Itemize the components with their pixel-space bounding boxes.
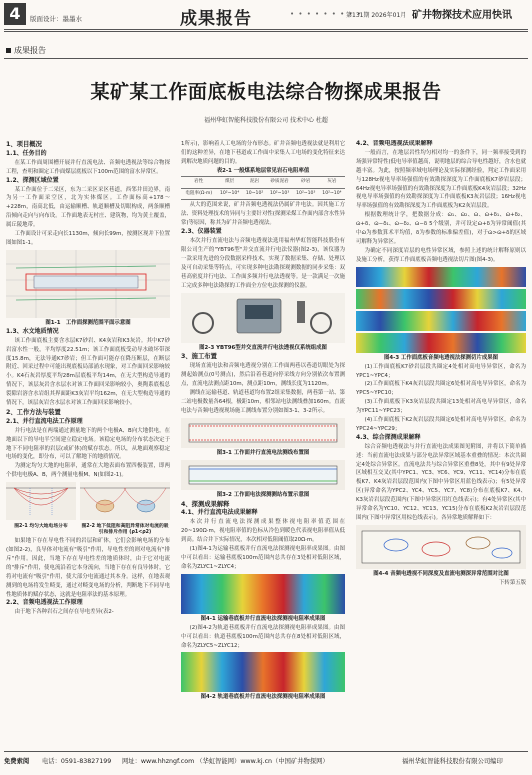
- paragraph: 工作面设计可采走向长1130m，倾向长99m，按测区现并下位置图如图1-1。: [6, 231, 170, 246]
- table-cell: 10²~10⁴: [319, 188, 345, 200]
- page-header: [0, 0, 532, 27]
- paragraph: 某工作面位于二采区，东为二采区采区巷道，西邻井田边界，南为另一工作面采空区，北为实体煤区。工作面标高+178～+228m，南高北低，由运输顺槽、轨道顺槽及切眼构成，两条顺槽沿倾向走向与向布设。工作面地表无村庄、建筑物，均为黄土覆盖，属丘陵地带。: [6, 186, 170, 229]
- footer-company: 福州华虹智能科技股份有限公司编印: [402, 758, 503, 765]
- table-cell: 10²~10³: [267, 188, 293, 200]
- table-cell: 10²~10³: [293, 188, 319, 200]
- paragraph: 在某工作面周围槽开展并行直流电法、音频电透视法等综合物探工程，查明和圈定工作面煤层底板以下100m范围的富水异常区。: [6, 159, 170, 175]
- header-dots: • • • • • • • • •: [290, 10, 362, 18]
- paragraph: 为测定均匀大地的电阻率，通常在大地表面布置四极装置，即两个供电电极A、B，两个测量电极M、N(如图2-1)。: [6, 463, 170, 479]
- paragraph: 一般而言，在地层岩性均匀相对均一的条件下，同一频率接受到的场强异常特性(低电导率值越高，说明地层的综合导电性越好，含水也就越丰富。为此，按照频率域电场理论及实际探测经验，判定工作面采用与128Hz视电导率场强值的有效勘探深度为工作面底板K7砂岩层段；64Hz视电导率场强值的有效勘探深度为工作面底板K4灰岩层段；32Hz视电导率场强值的有效勘探深度为工作面底板K3灰岩层段；16Hz视电导率场强值的有效勘探深度为工作面底板为K2灰岩层段。: [356, 149, 526, 210]
- mine-plan-drawing: [6, 250, 170, 318]
- figure-4-4-comparison: [356, 525, 526, 569]
- slice-16hz: [356, 333, 526, 353]
- figure-1-1-map: [6, 250, 170, 318]
- table-2-1-caption: 表2-1 一般煤系地层常见岩石电阻率值: [216, 167, 310, 174]
- page-number: 4: [4, 3, 26, 25]
- heading-result: 4、探测成果解释: [181, 500, 230, 508]
- table-row: [181, 188, 345, 200]
- paragraph: 从大的范围来说，矿井音频电透视法仍属矿井电法。因其施工方法、资料处理技术的异同与主要针对性(探测采煤工作面内部含水性异常)等原因，称其为矿井音频电透视法。: [181, 202, 345, 227]
- paragraph: (2)图4-2为轨道巷底板并行直流电法探测视电阻率成果图。由图中可以看出：轨道巷底板100m范围内总共存在8处相对低阻区域，命名为ZLYC5~ZLYC12；: [181, 624, 345, 649]
- figure-4-4-caption: 图4-4 音频电透视不同深度及直流电测深异常范围对比图: [373, 570, 509, 577]
- figure-3-2: [181, 460, 345, 490]
- column-brand: 成果报告: [180, 9, 252, 29]
- heading-method: 2、工作方法与装置: [6, 408, 61, 416]
- heading-task: 1.1、任务目的: [6, 149, 47, 157]
- figure-2-2-caption: 图2-2 地下低阻和高阻异常体对电流的吸引和排斥作用 (ρ1<ρ2): [81, 524, 169, 536]
- table-cell: 泥岩: [243, 176, 267, 188]
- heading-result-1: 4.1、并行直流电法成果解释: [181, 509, 258, 517]
- footer-website: 网址：www.hhzngf.com （华虹智能网）www.kj.cn（中国矿井物探网）: [122, 758, 329, 765]
- table-cell: 煤层: [216, 176, 242, 188]
- figure-2-1-caption: 图2-1 均匀大地电场分布: [14, 524, 68, 530]
- header-rule: [4, 29, 528, 30]
- heading-water: 1.3、水文地质情况: [6, 327, 59, 335]
- heading-audio: 4.2、音频电透视法成果解释: [356, 140, 433, 147]
- figure-4-3-slices: [356, 267, 526, 353]
- heading-area: 1.2、探测区域位置: [6, 176, 59, 184]
- figure-4-2-caption: 图4-2 轨道巷底板并行直流电法探测视电阻率成果图: [200, 694, 326, 701]
- slice-64hz: [356, 289, 526, 309]
- table-header-row: [181, 176, 345, 188]
- paragraph: (1)工作面底板K7砂岩层段共圈定4处相对高电导异常区，命名为YPC1~YPC4；: [356, 363, 526, 379]
- continued-note: 下转第五版: [499, 579, 526, 586]
- survey-line-drawing: [181, 418, 345, 448]
- editor-credit: 版面设计：墨墨水: [30, 15, 82, 23]
- table-cell: 10²~10⁴: [216, 188, 242, 200]
- issue-number: 第131期 2026年01月: [346, 12, 407, 19]
- figure-2-3-instrument: [181, 293, 345, 343]
- heading-method-2: 2.2、音频电透视法工作原理: [6, 599, 83, 607]
- paragraph: 测线在运输巷道、轨道巷道均布置2组采集数据，两巷第一站、第二站电极数量各64根，极距10m，相邻站电法测线叠加160m。直流电法与音频电透视现场施工测线布置分别如图3-1、3-2所示。: [181, 390, 345, 414]
- anomaly-drawing: [80, 482, 170, 520]
- paragraph: 根据数理统计学，把数据分成：ω̄₁、ω̄₂、ω̄、ω̄+δ₁、ω̄+δ₂、ω̄+δ、ω̄−δ₁、ω̄−δ₂、ω̄−δ 5个级别，并可设定ω̄+δ为异常阈值(其中ω̄为参数算术平均值，δ为参数的标准偏差值)，对于ω̄>ω̄+δ的区域可解释为异常区。: [356, 212, 526, 245]
- heading-project: 1、项目概况: [6, 141, 42, 148]
- section-rule: [4, 58, 528, 59]
- paragraph: 本次并行直流电法探测成果整体视电阻率值范围在20~190Ω·m，视电阻率值的色标从冷色到暖色代表视电阻率值从低到高。结合井下实际情况，本次相对低阻阈值取20Ω·m。: [181, 519, 345, 544]
- station-layout-drawing: [181, 460, 345, 490]
- paragraph: (1)图4-1为运输巷底板并行直流电法探测视电阻率成果图。由图中可以看出：运输巷底板100m范围内总共存在3处相对低阻区域，命名为ZLYC1~ZLYC4；: [181, 546, 345, 570]
- heading-method-1: 2.1、并行直流电法工作原理: [6, 417, 83, 425]
- table-cell: 砂岩: [293, 176, 319, 188]
- footer-free: 免费索阅: [4, 758, 30, 765]
- instrument-photo: [181, 293, 345, 343]
- paragraph: 由于地下各种岩石之间存在导电差异(表2-: [14, 609, 114, 616]
- section-label: 成果报告: [6, 45, 46, 56]
- column-2: [181, 140, 345, 748]
- table-cell: 岩性: [181, 176, 216, 188]
- paragraph: 现场直流电法和音频电透视分别在工作面两巷以巷道切眼处为探测起始测点(0号测点)，然后沿着巷道向停采线方向分别依次布置测点，直流电法测点距10m，测点距10m，测线长度为1120m。: [181, 363, 345, 388]
- figure-1-1-caption: 图1-1 工作面探测范围平面示意图: [45, 319, 131, 326]
- figure-3-1: [181, 418, 345, 448]
- article-author: 福州华虹智能科技股份有限公司 技术中心 杜超: [204, 117, 328, 124]
- paragraph: 该工作面底板主要含水层K7砂岩、K4灰岩和K3灰岩。其中K7砂岩富水性一般，平均厚度22.51m；该工作面底板受动导水破坏带深度15.8m，无法导通K7砂岩；但工作面可能存在降压断层，在断层附近、回采过程中可能出现底板局部涌水现象，对工作面回采影响较小。K4石灰岩厚度平均28m层底板平均14m，在无大型构造导通的情况下，该层灰岩含水层水对该工作面回采影响较小，奥陶系底板总裂隙岩溶含水岩组其界面距K3灰岩平均162m，在无大型构造导通的情况下，该层灰岩含水层水对该工作面回采影响较小。: [6, 337, 170, 407]
- table-cell: 灰岩: [319, 176, 345, 188]
- heading-equip: 2.3、仪器装置: [181, 228, 222, 236]
- anomaly-comparison-drawing: [356, 525, 526, 569]
- figure-2-1: [6, 482, 76, 536]
- footer-rule: [4, 751, 528, 752]
- column-1: [6, 140, 170, 748]
- paragraph: 为确定不同深度岩层的电性异常区域，参照上述的统计解释原则以及施工分析，获得工作面底板音频电透视法切片图(图4-3)。: [356, 247, 526, 263]
- figure-3-1-caption: 图3-1 工作面并行直流电法测线布置图: [216, 449, 310, 456]
- resistivity-table: [181, 176, 345, 201]
- paper-name: 矿井物探技术应用快讯: [412, 10, 512, 21]
- figure-4-2-resistivity-map: [181, 652, 345, 692]
- paragraph: 综合音频电透视法与并行直流电法成果图见附图，并将以下简单描述：当前直流电法成果与部分电法异常区域基本重叠的情况：本次共圈定4处综合异常区。直流电法共与综合异常区重叠8处，其中有9处异常区域相互交叉(其中YPC1、YC3、YC6、YC9、YC11、YC14)分布在底板K7、K4灰岩岩层段范围内(下图中异常区用蓝色线表示)；有5处异常区(异常命名为YPC2、YC4、YC5、YC7、YC8)分布在底板K7、K4、K3灰岩岩层段范围内(下图中异常区用红色线表示)；有4处异常区(其中异常命名为YC10、YC12、YC13、YC15)分布在底板K2灰岩岩层段范围内(下图中异常区用棕色线表示)。各异常地质解释如下：: [356, 443, 526, 521]
- slice-32hz: [356, 311, 526, 331]
- paragraph: 1所示)，影响着人工电场的分布形态。矿井音频电透视法就是利用它们的这种差异，在地下巷道或工作面中采集人工电场的变化特征来达到解决地质问题的目的。: [181, 141, 345, 165]
- figure-3-2-caption: 图3-2 工作面电法探测测站布置示意图: [216, 491, 310, 498]
- figure-4-1-resistivity-map: [181, 574, 345, 614]
- table-cell: 10~10²: [243, 188, 267, 200]
- table-cell: 砂质泥岩: [267, 176, 293, 188]
- table-cell: 电阻率(Ω·m): [181, 188, 216, 200]
- paragraph: (4)工作面底板下K2灰岩层段共圈定6处相对高电导异常区，命名为YPC24~YPC29；: [356, 417, 526, 432]
- figure-4-3-caption: 图4-3 工作面底板音频电透视法探测切片成果图: [383, 354, 499, 361]
- paragraph: 并行电法是在两端通过测量地下的两个电极A、B向大地供电，在地面以下的导电半空间建立稳定电场。该稳定电场的分布状态决定于地下不同电阻率的岩层(或矿体)的赋存状态。所以，从地面观察稳定电场的变化，即分布，可以了解地下的地质情况。: [6, 427, 170, 461]
- paragraph: 本次并行直流电法与音频电透视法选用福州华虹智能科技股份有限公司生产的"YBT96型"并交直流并行电法仪器(图2-3)，该仪器为一款采用先进的分段数据采样技术，实现了数据采集、存储、处理以及可自动采集等特点，可实现多种电法勘探观测数据的同步采集：双巷高密度并行电法、工作面多频并行电法透视等。是一款满足一次施工完成多种电法勘探的工作面全方位电法探测的仪器。: [181, 238, 345, 289]
- column-3: [356, 140, 526, 748]
- heading-layout: 3、施工布置: [181, 353, 217, 361]
- heading-combined: 4.3、综合探测成果解释: [356, 433, 421, 441]
- figure-4-1-caption: 图4-1 运输巷底板并行直流电法探测视电阻率成果图: [200, 615, 326, 622]
- slice-128hz: [356, 267, 526, 287]
- figure-2-2: [80, 482, 170, 536]
- paragraph: (2)工作面底板下K4灰岩层段共圈定6处相对高电导异常区，命名为YPC5~YPC10；: [356, 381, 526, 397]
- header-rule-thin: [4, 31, 528, 32]
- paragraph: 如果地下存在导电性不同的岩层和矿体，它们会影响电场的分布(如图2-2)，良导体对电流有"吸引"作用，导电性差的则对电流有"排斥"作用。因此，当地下存在导电性差的地质体时，由于它对电流的"排斥"作用，使电流沿着它本身流向，当地下存在有良导体时，它将对电流有"吸引"作用，使大部分电流通过其本身。这样，在地表观测到的电场将发生畸变，通过对畸变电场的分析，判断地下不同导电性地质体的赋存状态，这就是电阻率法的基本原理。: [6, 538, 170, 598]
- figure-2-3-caption: 图2-3 YBT96型并交直流并行电法透视仪系统组成图: [199, 344, 327, 351]
- article-title: 某矿某工作面底板电法综合物探成果报告: [90, 81, 442, 103]
- field-lines-drawing: [6, 482, 76, 520]
- footer-phone: 电话：0591-83827199: [42, 758, 112, 765]
- paragraph: (3)工作面底板下K3灰岩层段共圈定13处相对高电导异常区，命名为YPC11~YPC23；: [356, 399, 526, 415]
- figure-2-row: [6, 482, 170, 536]
